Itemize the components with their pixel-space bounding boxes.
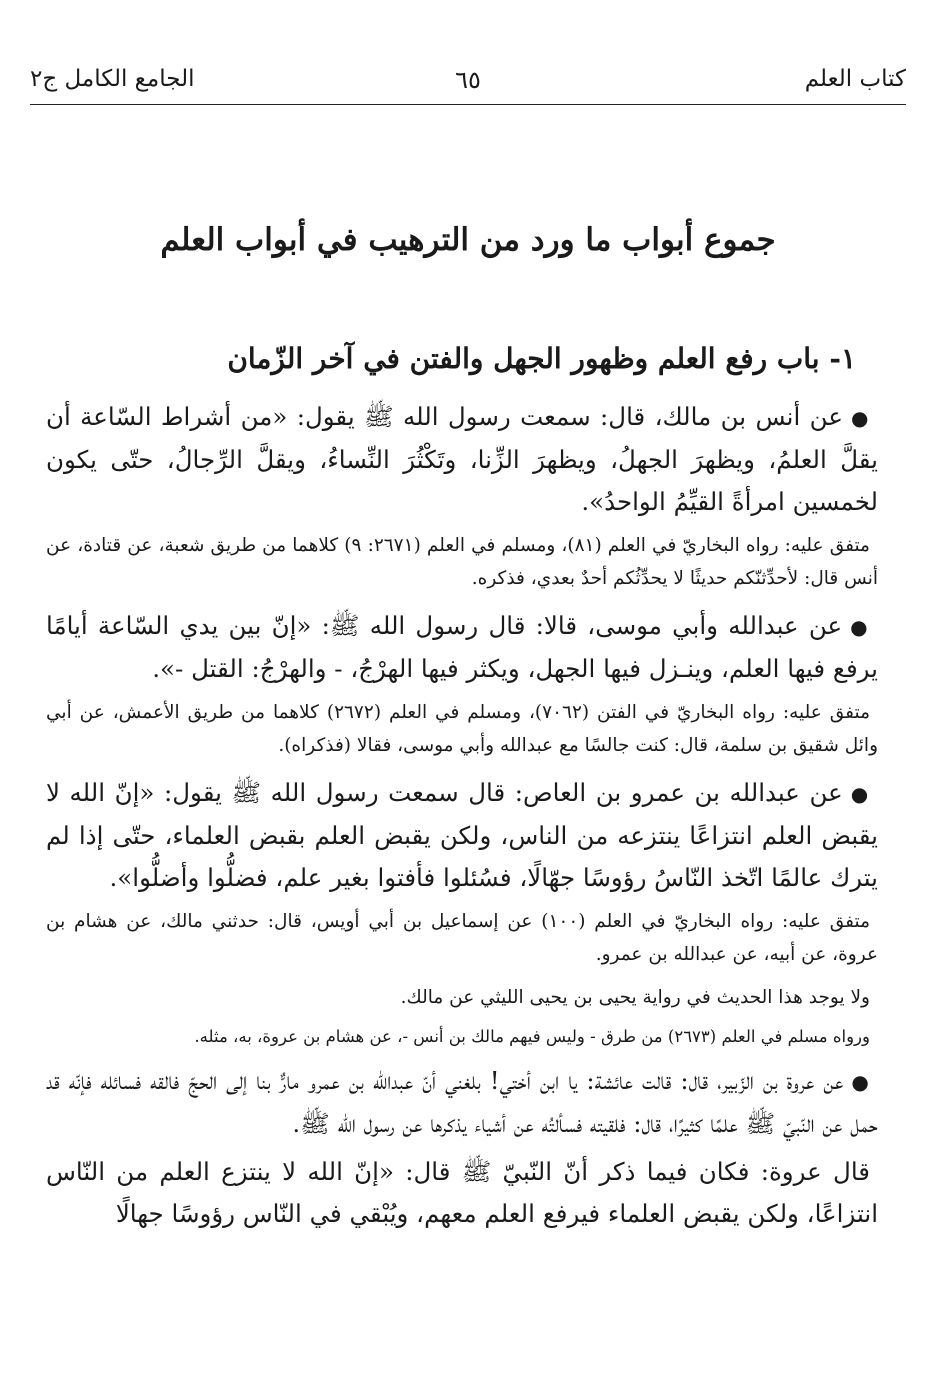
bullet-icon: ● — [850, 782, 870, 806]
hadith-text: عن عروة بن الزّبير، قال: قالت عائشة: يا ابن أختي! بلغني أنّ عبدالله بن عمرو مارٌّ بنا إلى الحجّ فالقه فسائله فإنّه قد حمل عن النّبيّ ﷺ علمًا كثيرًا، قال: فلقيته فسألتُه عن أشياء يذكرها عن رسول الله ﷺ. — [46, 1066, 878, 1138]
bullet-icon: ● — [850, 615, 871, 639]
takhrij-note: متفق عليه: رواه البخاريّ في العلم (١٠٠) عن إسماعيل بن أبي أويس، قال: حدثني مالك، عن هشام بن عروة، عن أبيه، عن عبدالله بن عمرو. — [46, 911, 878, 965]
takhrij-remark: ورواه مسلم في العلم (٢٦٧٣) من طرق - وليس فيهم مالك بن أنس -، عن هشام بن عروة، به، مثله. — [194, 1027, 870, 1046]
takhrij-note: متفق عليه: رواه البخاريّ في العلم (٨١)، ومسلم في العلم (٢٦٧١: ٩) كلاهما من طريق شعبة، عن قتادة، عن أنس قال: لأحدِّثنّكم حديثًا لا يحدِّثُكم أحدٌ بعدي، فذكره. — [46, 535, 878, 589]
hadith-paragraph — [46, 1060, 878, 1145]
bullet-icon: ● — [851, 1070, 870, 1094]
takhrij-remark: ولا يوجد هذا الحديث في رواية يحيى بن يحيى الليثي عن مالك. — [400, 987, 870, 1008]
header-divider — [30, 104, 906, 105]
chapter-name: كتاب العلم — [804, 66, 906, 92]
hadith-text: عن أنس بن مالك، قال: سمعت رسول الله ﷺ يقول: «من أشراط السّاعة أن يقلَّ العلمُ، ويظهرَ الجهلُ، ويظهرَ الزِّنا، وتَكْثُرَ النِّساءُ، ويقلَّ الرِّجالُ، حتّى يكون لخمسين امرأةً القيِّمُ الواحدُ». — [46, 402, 878, 516]
main-title: جموع أبواب ما ورد من الترهيب في أبواب العلم — [160, 222, 776, 258]
section-title: ١- باب رفع العلم وظهور الجهل والفتن في آخر الزّمان — [227, 342, 856, 375]
hadith-text: عن عبدالله بن عمرو بن العاص: قال سمعت رسول الله ﷺ يقول: «إنّ الله لا يقبض العلم انتزاعًا ينتزعه من الناس، ولكن يقبض العلم بقبض العلماء، حتّى إذا لم يترك عالمًا اتّخذ النّاسُ رؤوسًا جهّالًا، فسُئلوا فأفتوا بغير علم، فضلُّوا وأضلُّوا». — [46, 778, 878, 892]
running-header — [30, 58, 906, 106]
page-body — [46, 396, 878, 1235]
page-number: ٦٥ — [455, 66, 481, 94]
hadith-paragraph — [46, 396, 878, 523]
takhrij-note: متفق عليه: رواه البخاريّ في الفتن (٧٠٦٢)، ومسلم في العلم (٢٦٧٢) كلاهما من طريق الأعمش، عن أبي وائل شقيق بن سلمة، قال: كنت جالسًا مع عبدالله وأبي موسى، فقالا (فذكراه). — [46, 702, 878, 756]
hadith-text: عن عبدالله وأبي موسى، قالا: قال رسول الله ﷺ: «إنّ بين يدي السّاعة أيامًا يرفع فيها العلم، وينـزل فيها الجهل، ويكثر فيها الهرْجُ، - والهرْجُ: القتل -». — [46, 611, 878, 683]
bullet-icon: ● — [850, 406, 870, 430]
hadith-continuation: قال عروة: فكان فيما ذكر أنّ النّبيّ ﷺ قال: «إنّ الله لا ينتزع العلم من النّاس انتزاعًا، ولكن يقبض العلماء فيرفع العلم معهم، ويُبْقي في النّاس رؤوسًا جهالًا — [46, 1157, 878, 1228]
hadith-paragraph — [46, 772, 878, 899]
book-title: الجامع الكامل ج٢ — [30, 66, 195, 92]
hadith-paragraph — [46, 605, 878, 690]
